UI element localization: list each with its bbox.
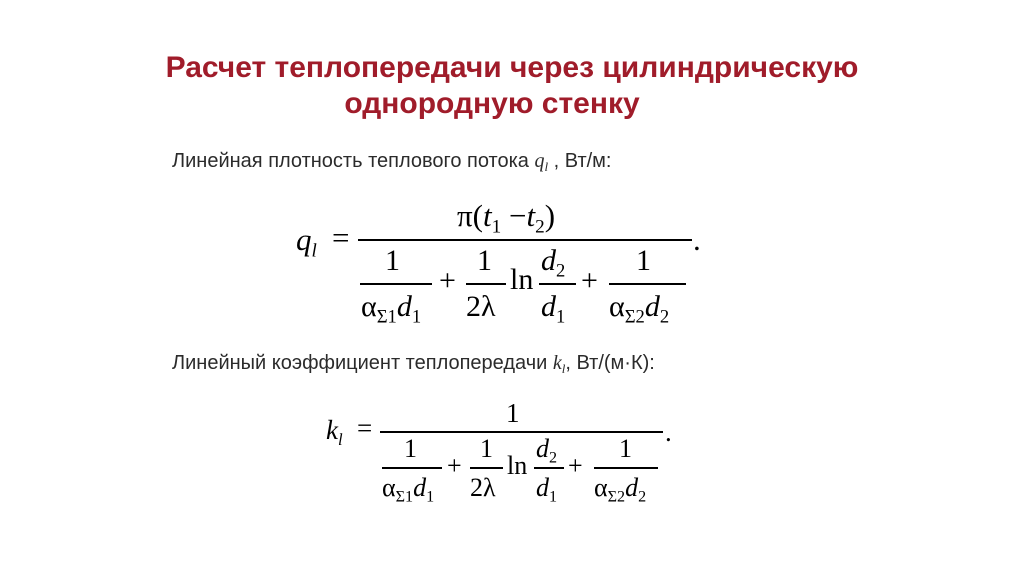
unit-text: , Вт/м: [553,150,612,172]
formula2-period: . [665,417,672,447]
formula1-plus-2: + [581,264,598,297]
formula1-term1-bar [360,283,432,285]
formula2-term1-denominator: $\alpha_{\Sigma 1}d_1$ [382,473,435,506]
formula2-equals: = [357,413,373,443]
formula2-plus-1: + [447,451,462,480]
formula1-lhs: $q_l$ [296,222,317,262]
formula1-term2-numerator: 1 [477,244,492,277]
symbol-k-l: $k_l$ [552,352,566,376]
formula1-term3-denominator: $\alpha_{\Sigma 2}d_2$ [609,290,670,328]
formula2-ln: ln [507,451,528,480]
section-label-text: Линейная плотность теплового потока [172,150,529,172]
formula1-term2-denominator: 2λ [466,290,496,323]
formula2-ratio-numerator: $d_2$ [536,434,558,467]
section-label-text: Линейный коэффициент теплопередачи [172,352,548,374]
formula1-term2-bar [466,283,506,285]
formula1-main-fraction-bar [358,239,692,241]
formula2-term3-bar [594,467,658,469]
formula2-lhs: $k_l$ [326,415,343,449]
formula2-term3-denominator: $\alpha_{\Sigma 2}d_2$ [594,473,647,506]
slide-title-line-2: однородную стенку [344,87,640,120]
formula1-ratio-bar [539,283,576,285]
formula2-ratio-denominator: $d_1$ [536,473,558,506]
formula1-ratio-numerator: $d_2$ [541,244,566,282]
formula2-term1-bar [382,467,442,469]
formula1-period: . [693,222,701,257]
formula1-ratio-denominator: $d_1$ [541,290,566,328]
formula2-numerator: 1 [506,398,520,428]
formula2-term2-bar [470,467,503,469]
formula2-term3-numerator: 1 [619,434,632,463]
formula2-term1-numerator: 1 [404,434,417,463]
formula1-term1-numerator: 1 [385,244,400,277]
slide-title-line-1: Расчет теплопередачи через цилиндрическую [165,51,859,84]
formula2-plus-2: + [568,451,583,480]
formula1-equals: = [332,220,350,255]
formula2-main-fraction-bar [380,431,663,433]
section-label-linear-heat-flux [172,150,611,175]
formula1-term1-denominator: $\alpha_{\Sigma 1}d_1$ [361,290,422,328]
formula1-ln: ln [510,263,534,296]
formula2-term2-denominator: 2λ [470,473,496,502]
section-label-linear-transfer-coefficient [172,352,655,377]
formula1-term3-bar [609,283,686,285]
formula1-term3-numerator: 1 [636,244,651,277]
formula1-numerator: $\pi(t_1 -t_2)$ [457,198,556,238]
formula2-ratio-bar [534,467,564,469]
formula2-term2-numerator: 1 [480,434,493,463]
formula1-plus-1: + [439,264,456,297]
unit-text: , Вт/(м·К): [565,352,655,374]
symbol-q-l: $q_l$ [534,150,549,174]
